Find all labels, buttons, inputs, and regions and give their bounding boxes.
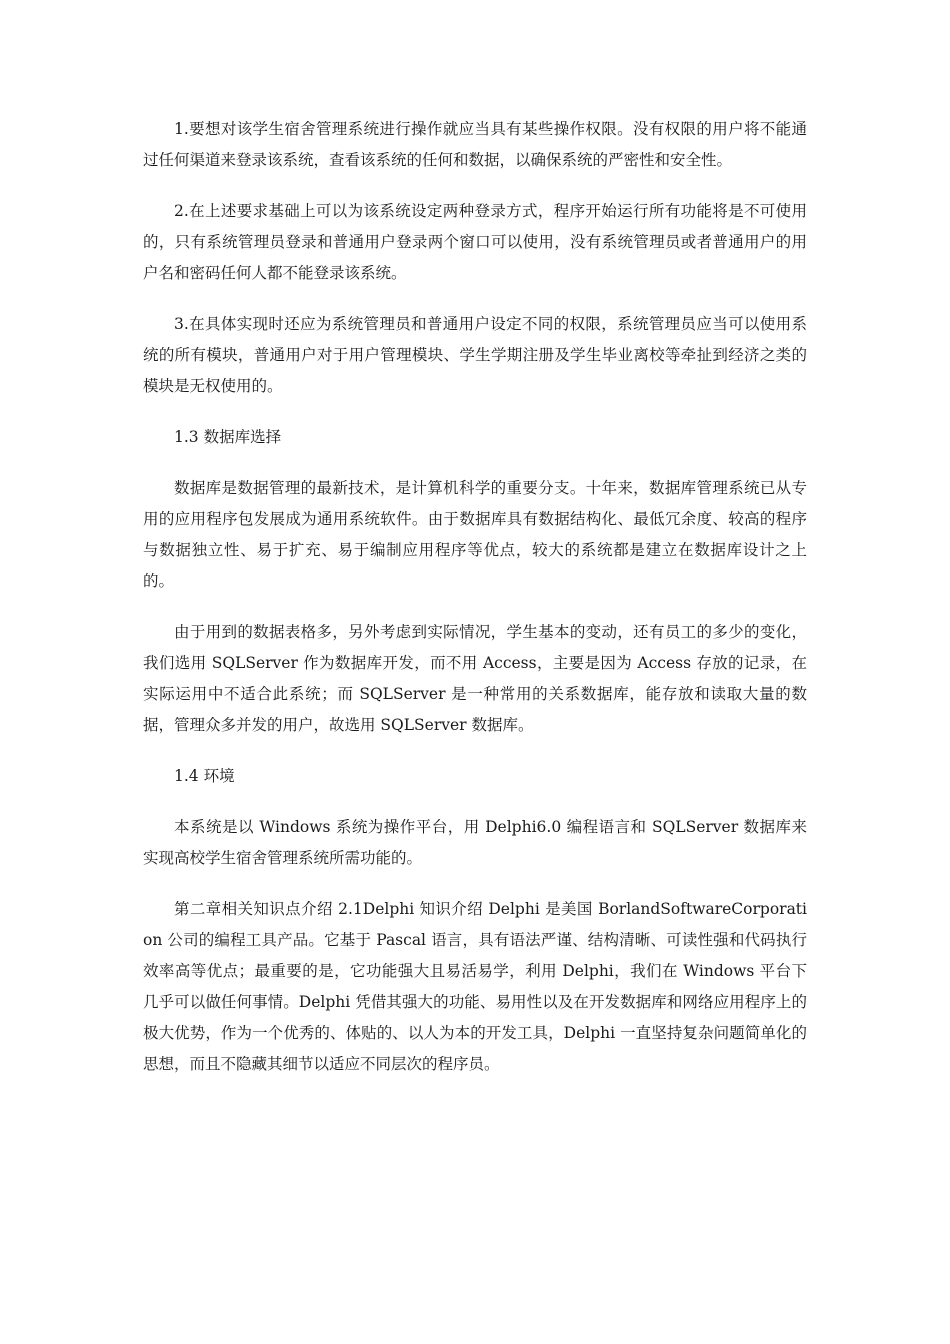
paragraph-access-permission: 1.要想对该学生宿舍管理系统进行操作就应当具有某些操作权限。没有权限的用户将不能通过任何渠道来登录该系统，查看该系统的任何和数据，以确保系统的严密性和安全性。 <box>143 120 807 169</box>
paragraph-database-overview: 数据库是数据管理的最新技术，是计算机科学的重要分支。十年来，数据库管理系统已从专用的应用程序包发展成为通用系统软件。由于数据库具有数据结构化、最低冗余度、较高的程序与数据独立性、易于扩充、易于编制应用程序等优点，较大的系统都是建立在数据库设计之上的。 <box>143 479 807 590</box>
paragraph-login-modes: 2.在上述要求基础上可以为该系统设定两种登录方式，程序开始运行所有功能将是不可使用的，只有系统管理员登录和普通用户登录两个窗口可以使用，没有系统管理员或者普通用户的用户名和密码任何人都不能登录该系统。 <box>143 202 807 282</box>
section-heading-environment: 1.4 环境 <box>174 767 235 785</box>
paragraph-role-permissions: 3.在具体实现时还应为系统管理员和普通用户设定不同的权限，系统管理员应当可以使用系统的所有模块，普通用户对于用户管理模块、学生学期注册及学生毕业离校等牵扯到经济之类的模块是无权使用的。 <box>143 315 807 395</box>
section-heading-database-selection: 1.3 数据库选择 <box>174 428 282 446</box>
document-body <box>143 114 807 1100</box>
paragraph-delphi-intro: 第二章相关知识点介绍 2.1Delphi 知识介绍 Delphi 是美国 BorlandSoftwareCorporation 公司的编程工具产品。它基于 Pascal 语言，具有语法严谨、结构清晰、可读性强和代码执行效率高等优点；最重要的是，它功能强大且易活易学，利用 Delphi，我们在 Windows 平台下几乎可以做任何事情。Delphi 凭借其强大的功能、易用性以及在开发数据库和网络应用程序上的极大优势，作为一个优秀的、体贴的、以人为本的开发工具，Delphi 一直坚持复杂问题简单化的思想，而且不隐藏其细节以适应不同层次的程序员。 <box>143 900 807 1073</box>
paragraph-environment: 本系统是以 Windows 系统为操作平台，用 Delphi6.0 编程语言和 SQLServer 数据库来实现高校学生宿舍管理系统所需功能的。 <box>143 818 807 867</box>
paragraph-sqlserver-choice: 由于用到的数据表格多，另外考虑到实际情况，学生基本的变动，还有员工的多少的变化，我们选用 SQLServer 作为数据库开发，而不用 Access，主要是因为 Access 存放的记录，在实际运用中不适合此系统；而 SQLServer 是一种常用的关系数据库，能存放和读取大量的数据，管理众多并发的用户，故选用 SQLServer 数据库。 <box>143 623 807 734</box>
